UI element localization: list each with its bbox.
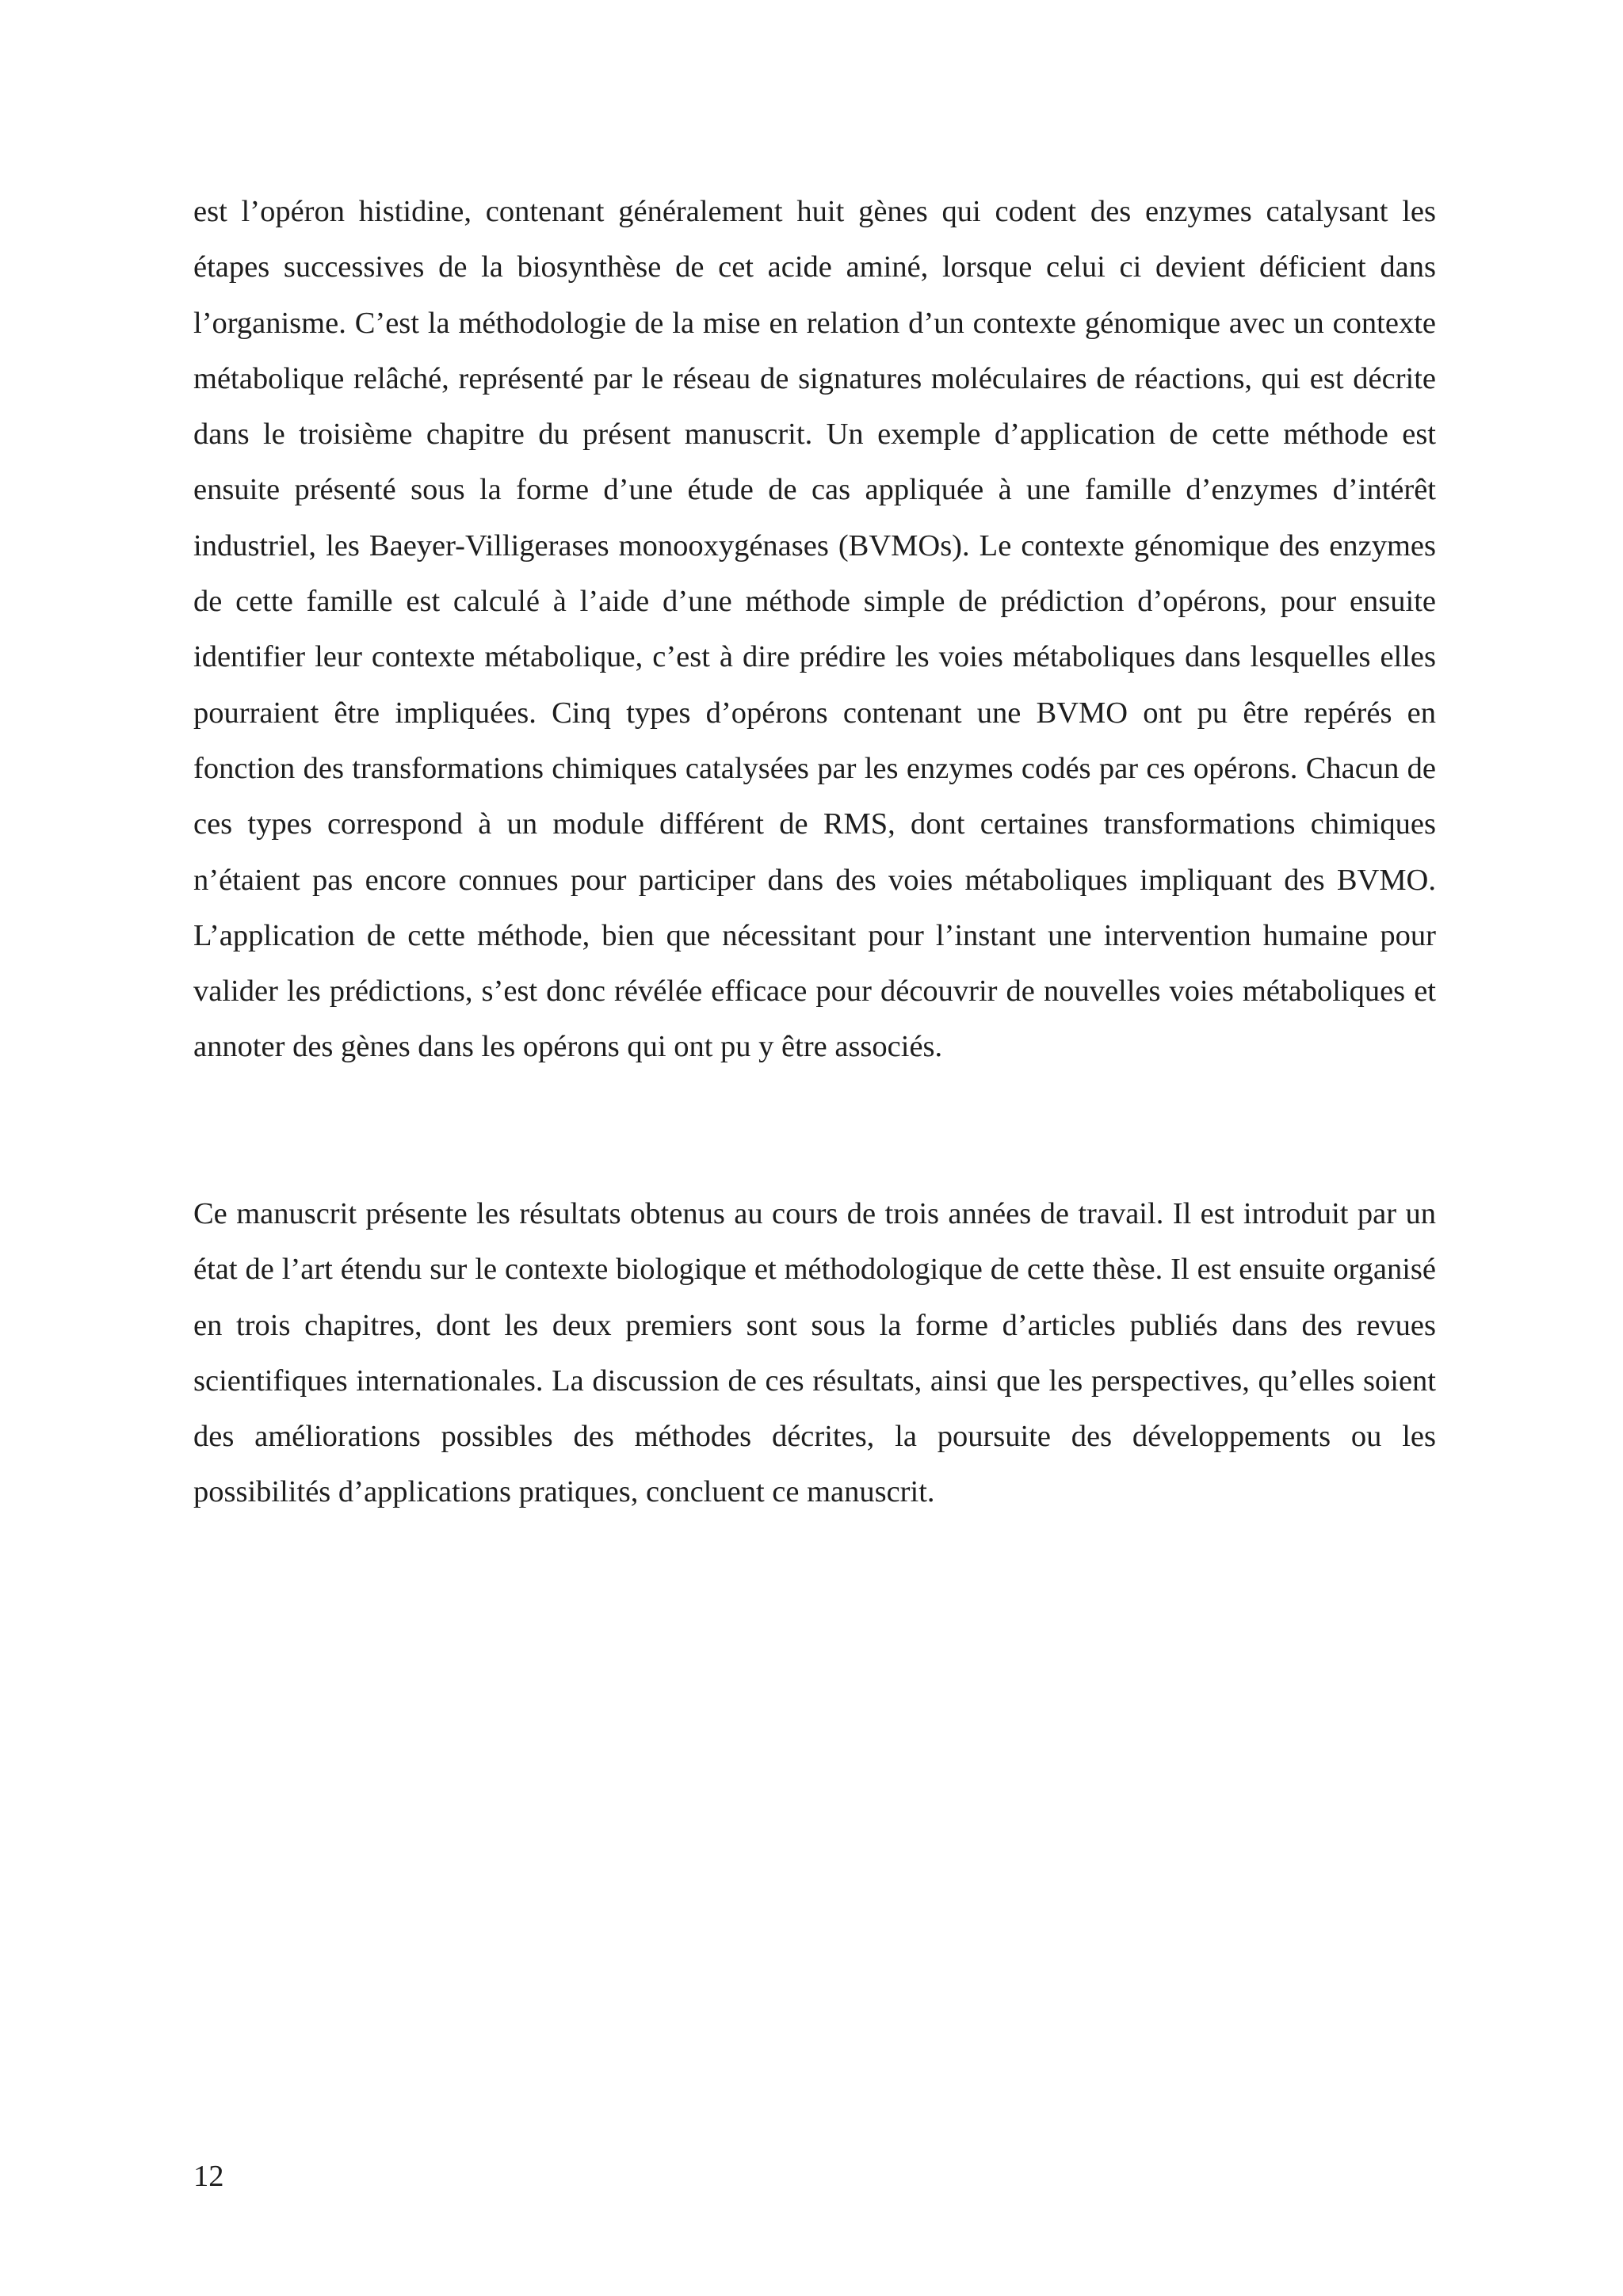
body-paragraph-operon-context: est l’opéron histidine, contenant généralement huit gènes qui codent des enzymes catalysant les étapes successives de la biosynthèse de cet acide aminé, lorsque celui ci devient déficient dans l’organisme. C’est la méthodologie de la mise en relation d’un contexte génomique avec un contexte métabolique relâché, représenté par le réseau de signatures moléculaires de réactions, qui est décrite dans le troisième chapitre du présent manuscrit. Un exemple d’application de cette méthode est ensuite présenté sous la forme d’une étude de cas appliquée à une famille d’enzymes d’intérêt industriel, les Baeyer-Villigerases monooxygénases (BVMOs). Le contexte génomique des enzymes de cette famille est calculé à l’aide d’une méthode simple de prédiction d’opérons, pour ensuite identifier leur contexte métabolique, c’est à dire prédire les voies métaboliques dans lesquelles elles pourraient être impliquées. Cinq types d’opérons contenant une BVMO ont pu être repérés en fonction des transformations chimiques catalysées par les enzymes codés par ces opérons. Chacun de ces types correspond à un module différent de RMS, dont certaines transformations chimiques n’étaient pas encore connues pour participer dans des voies métaboliques impliquant des BVMO. L’application de cette méthode, bien que nécessitant pour l’instant une intervention humaine pour valider les prédictions, s’est donc révélée efficace pour découvrir de nouvelles voies métaboliques et annoter des gènes dans les opérons qui ont pu y être associés. [193,195,1436,1064]
body-paragraph-manuscript-outline: Ce manuscrit présente les résultats obtenus au cours de trois années de travail. Il est introduit par un état de l’art étendu sur le contexte biologique et méthodologique de cette thèse. Il est ensuite organisé en trois chapitres, dont les deux premiers sont sous la forme d’articles publiés dans des revues scientifiques internationales. La discussion de ces résultats, ainsi que les perspectives, qu’elles soient des améliorations possibles des méthodes décrites, la poursuite des développements ou les possibilités d’applications pratiques, concluent ce manuscrit. [193,1197,1436,1509]
page-number: 12 [193,2160,224,2193]
